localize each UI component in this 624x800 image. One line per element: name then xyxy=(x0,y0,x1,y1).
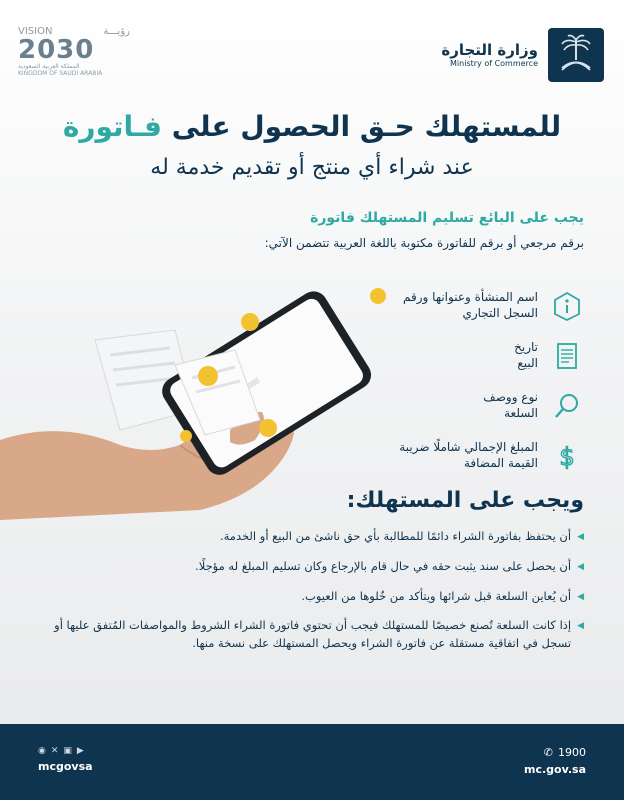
coin-icon xyxy=(198,366,218,386)
info-icon xyxy=(550,289,584,323)
consumer-rules-list xyxy=(44,528,584,665)
dollar-icon xyxy=(550,439,584,473)
bullet-icon: ◀ xyxy=(577,591,584,602)
item-text-line2: السجل التجاري xyxy=(462,306,538,320)
footer xyxy=(0,724,624,800)
website-link[interactable]: mc.gov.sa xyxy=(523,763,586,776)
search-icon xyxy=(550,389,584,423)
vision-word-ar: رؤيـــة xyxy=(103,26,130,37)
phone-icon: ✆ xyxy=(543,746,553,759)
bullet-icon: ◀ xyxy=(577,621,584,632)
rule-text: أن يُعاين السلعة قبل شرائها ويتأكد من خُلوها من العيوب. xyxy=(301,588,572,603)
rule-text: إذا كانت السلعة تُصنع خصيصًا للمستهلك فيجب أن تحتوي فاتورة الشراء الشروط والمواصفات المُتفق عليها أو تسجل في اتفاقية مستقلة عن فاتورة الشراء ويحصل المستهلك على نسخة منها. xyxy=(54,618,572,651)
coin-icon xyxy=(370,288,386,304)
item-text-line2: البيع xyxy=(517,356,538,370)
social-handle[interactable]: mcgovsa xyxy=(38,760,93,773)
hand-phone-illustration xyxy=(0,270,400,520)
vision-2030-logo xyxy=(18,26,130,77)
item-text-line1: تاريخ xyxy=(514,340,538,355)
item-text-line2: السلعة xyxy=(504,406,538,420)
item-text-line1: المبلغ الإجمالي شاملًا ضريبة xyxy=(399,440,538,455)
bullet-icon: ◀ xyxy=(577,561,584,572)
seller-heading: يجب على البائع تسليم المستهلك فاتورة xyxy=(310,210,584,226)
list-item xyxy=(44,588,584,606)
vision-kingdom-ar: المملكة العربية السعودية xyxy=(18,63,80,70)
contact-block xyxy=(524,746,586,776)
facebook-icon[interactable]: ▣ xyxy=(63,746,72,756)
main-title xyxy=(20,110,604,143)
rule-text: أن يحصل على سند يثبت حقه في حال قام بالإرجاع وكان تسليم المبلغ له مؤجلًا. xyxy=(195,558,572,573)
subtitle: عند شراء أي منتج أو تقديم خدمة له xyxy=(150,155,474,180)
seller-subheading: برقم مرجعي أو برقم للفاتورة مكتوبة باللغة العربية تتضمن الآتي: xyxy=(264,236,584,250)
ministry-logo xyxy=(441,28,604,82)
list-item xyxy=(44,617,584,653)
youtube-icon[interactable]: ▶ xyxy=(76,746,84,756)
item-text-line2: القيمة المضافة xyxy=(463,456,538,470)
list-item xyxy=(44,528,584,546)
svg-text:$: $ xyxy=(559,443,575,471)
calendar-icon xyxy=(550,339,584,373)
bullet-icon: ◀ xyxy=(577,532,584,542)
rule-text: أن يحتفظ بفاتورة الشراء دائمًا للمطالبة بأي حق ناشئ من البيع أو الخدمة. xyxy=(219,529,572,543)
coin-icon xyxy=(180,430,192,442)
main-title-highlight: فـاتورة xyxy=(62,110,162,143)
x-icon[interactable]: ✕ xyxy=(50,746,59,756)
vision-kingdom-en: KINGDOM OF SAUDI ARABIA xyxy=(18,70,103,78)
social-block xyxy=(38,746,93,773)
vision-word: VISION xyxy=(18,26,53,37)
instagram-icon[interactable]: ◉ xyxy=(38,746,46,756)
ministry-name-en: Ministry of Commerce xyxy=(450,59,538,69)
ministry-name-ar: وزارة التجارة xyxy=(441,40,538,59)
item-text-line1: نوع ووصف xyxy=(483,390,538,405)
phone-number[interactable]: 1900 xyxy=(558,746,586,759)
coin-icon xyxy=(259,419,277,437)
palm-swords-emblem-icon xyxy=(548,28,604,82)
list-item xyxy=(44,558,584,576)
consumer-heading: ويجب على المستهلك: xyxy=(346,488,584,513)
main-title-text: للمستهلك حـق الحصول على xyxy=(171,110,562,143)
coin-icon xyxy=(241,313,259,331)
vision-year: 2030 xyxy=(18,35,95,65)
item-text-line1: اسم المنشأة وعنوانها ورقم xyxy=(403,290,538,305)
